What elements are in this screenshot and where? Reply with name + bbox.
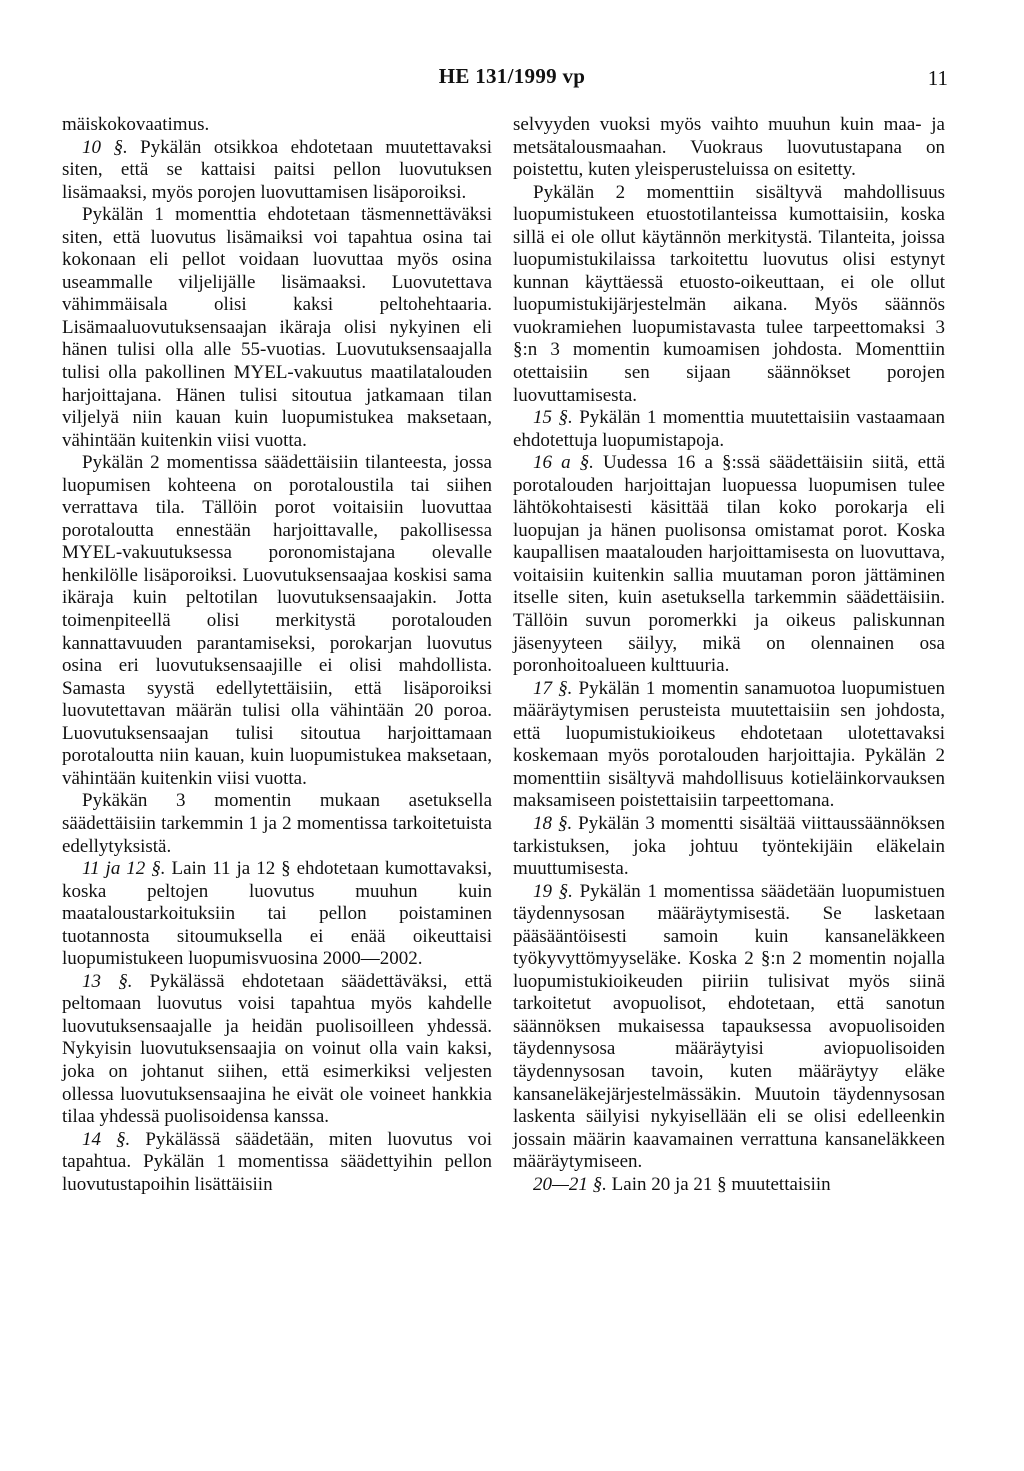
document-title: HE 131/1999 vp (438, 64, 586, 88)
paragraph (513, 678, 945, 813)
section-ref: 13 §. (82, 970, 133, 992)
page-number: 11 (927, 66, 948, 90)
paragraph-text: Pykälän otsikkoa ehdotetaan muutettavaksi siten, että se kattaisi paitsi pellon luovutuksen lisämaaksi, myös porojen luovuttamisen lisäporoiksi. (62, 136, 492, 203)
paragraph (62, 1129, 492, 1197)
paragraph (62, 971, 492, 1129)
section-ref: 14 §. (82, 1128, 131, 1150)
paragraph-text: Pykälän 1 momentin sanamuotoa luopumistuen määräytymisen perusteista muutettaisiin sen johdosta, että luopumistukioikeus ehdotetaan ulotettavaksi koskemaan myös porotalouden harjoittajia. Pykälän 2 momenttiin sisältyvä mahdollisuus kotieläinkorvauksen maksamiseen poistettaisiin tarpeettomana. (513, 677, 945, 812)
paragraph (513, 114, 945, 182)
paragraph (62, 137, 492, 205)
paragraph-text: Pykälän 2 momenttiin sisältyvä mahdollisuus luopumistukeen etuostotilanteissa kumottaisiin, koska sillä ei ole ollut käytännön merkitystä. Tilanteita, joissa luopumistukilaissa tarkoitettu luovutus olisi estynyt kunnan käyttäessä etuosto-oikeuttaan, ei ole ollut luopumistukijärjestelmän aikana. Myös säännös vuokramiehen luopumistavasta tulee tarpeettomaksi 3 §:n 3 momentin kumoamisen johdosta. Momenttiin otettaisiin sen sijaan säännökset porojen luovuttamisesta. (513, 181, 945, 406)
paragraph-text: Pykälän 3 momentti sisältää viittaussäännöksen tarkistuksen, joka johtuu työntekijäin eläkelain muuttumisesta. (513, 812, 946, 880)
paragraph-text: Lain 11 ja 12 § ehdotetaan kumottavaksi, koska peltojen luovutus muuhun kuin maataloustarkoituksiin tai pellon poistaminen tuotannosta sitoumuksella ei enää oikeuttaisi luopumistukeen luopumisvuosina 2000—2002. (62, 858, 492, 970)
paragraph (513, 813, 945, 881)
paragraph-text: Pykälän 1 momenttia ehdotetaan täsmennettäväksi siten, että luovutus lisämaiksi voi tapahtua osina tai kokonaan eli pellot voidaan luovuttaa myös osina useammalle viljelijälle lisämaaksi. Luovutettava vähimmäisala olisi kaksi peltohehtaaria. Lisämaaluovutuksensaajan ikäraja olisi nykyinen eli hänen tulisi olla alle 55-vuotias. Luovutuksensaajalla tulisi olla pakollinen MYEL-vakuutus maatilatalouden harjoittajana. Hänen tulisi sitoutua jatkamaan tilan viljelyä niin kauan kuin luopumistukea maksetaan, vähintään kuitenkin viisi vuotta. (62, 204, 492, 451)
paragraph-text: selvyyden vuoksi myös vaihto muuhun kuin maa- ja metsätalousmaahan. Vuokraus luovutustapana on poistettu, kuten yleisperusteluissa on esitetty. (513, 114, 945, 181)
section-ref: 19 §. (533, 880, 573, 902)
paragraph-text: Pykälässä säädetään, miten luovutus voi tapahtua. Pykälän 1 momentissa säädettyihin pellon luovutustapoihin lisättäisiin (62, 1128, 493, 1195)
paragraph-text: Lain 20 ja 21 § muutettaisiin (606, 1173, 831, 1195)
paragraph (62, 790, 492, 858)
paragraph-text: Uudessa 16 a §:ssä säädettäisiin siitä, että porotalouden harjoittajan luopuessa luopumisen tulee lähtökohtaisesti käsittää tilan koko porokarja eli luopujan ja hänen puolisonsa omistamat porot. Koska kaupallisen maatalouden harjoittamisesta on luovuttava, voitaisiin kuitenkin sallia muutaman poron jättäminen itselle siten, kuin asetuksella tarkemmin säädettäisiin. Tällöin suvun poromerkki ja oikeus paliskunnan jäsenyyteen säilyy, mikä on olennainen osa poronhoitoalueen kulttuuria. (513, 452, 946, 677)
paragraph-text: Pykälässä ehdotetaan säädettäväksi, että peltomaan luovutus voisi tapahtua myös kahdelle luovutuksensaajalle ja heidän puolisoilleen yhdessä. Nykyisin luovutuksensaajia on voinut olla vain kaksi, joka on johtanut siihen, että esimerkiksi veljesten ollessa luovutuksensaajina he eivät ole voineet hankkia tilaa yhdessä puolisoidensa kanssa. (62, 970, 493, 1128)
section-ref: 16 a §. (533, 452, 594, 474)
section-ref: 20—21 §. (533, 1173, 607, 1195)
paragraph (513, 452, 945, 677)
paragraph-text: Pykäkän 3 momentin mukaan asetuksella säädettäisiin tarkemmin 1 ja 2 momentissa tarkoitetuista edellytyksistä. (62, 790, 492, 857)
paragraph (513, 1174, 945, 1197)
paragraph-text: Pykälän 2 momentissa säädettäisiin tilanteesta, jossa luopumisen kohteena on porotaloustila tai siihen verrattava tila. Tällöin porot voitaisiin luovuttaa porotaloutta ennestään harjoittavalle, pakollisessa MYEL-vakuutuksessa poronomistajana olevalle henkilölle lisäporoiksi. Luovutuksensaajaa koskisi sama ikäraja kuin peltotilan luovutuksensaajakin. Jotta toimenpiteellä olisi merkitystä porotalouden kannattavuuden parantamiseksi, porokarjan luovutus osina eri luovutuksensaajille ei olisi mahdollista. Samasta syystä edellytettäisiin, että lisäporoiksi luovutettavan määrän tulisi olla vähintään 20 poroa. Luovutuksensaajan tulisi sitoutua harjoittamaan porotaloutta niin kauan, kuin luopumistukea maksetaan, vähintään kuitenkin viisi vuotta. (62, 452, 492, 789)
section-ref: 11 ja 12 §. (82, 858, 166, 880)
paragraph (62, 452, 492, 790)
section-ref: 18 §. (533, 812, 573, 834)
paragraph (62, 204, 492, 452)
paragraph (513, 407, 945, 452)
section-ref: 10 §. (82, 136, 128, 158)
paragraph-text: Pykälän 1 momentissa säädetään luopumistuen täydennysosan määräytymisestä. Se lasketaan pääsääntöisesti samoin kuin kansaneläkkeen työkyvyttömyyseläke. Koska 2 §:n 2 momentin nojalla luopumistukioikeuden piiriin tulisivat myös siinä tarkoitetut avopuolisot, ehdotetaan, että sanotun säännöksen mukaisessa tapauksessa avopuolisoiden täydennysosa määräytyisi aviopuolisoiden täydennysosan tavoin, kuten määräytyy eläke kansaneläkejärjestelmässäkin. Muutoin täydennysosan laskenta säilyisi nykyisellään eli se olisi edelleenkin jossain määrin kaavamainen verrattuna kansaneläkkeen määräytymiseen. (513, 880, 946, 1173)
paragraph-text: Pykälän 1 momenttia muutettaisiin vastaamaan ehdotettuja luopumistapoja. (513, 407, 945, 451)
paragraph-text: mäiskokovaatimus. (62, 114, 210, 135)
section-ref: 15 §. (533, 407, 573, 429)
paragraph (62, 858, 492, 971)
paragraph (62, 114, 492, 137)
right-column (513, 114, 945, 1196)
section-ref: 17 §. (533, 677, 573, 699)
left-column (62, 114, 492, 1196)
paragraph (513, 182, 945, 407)
paragraph (513, 881, 945, 1174)
